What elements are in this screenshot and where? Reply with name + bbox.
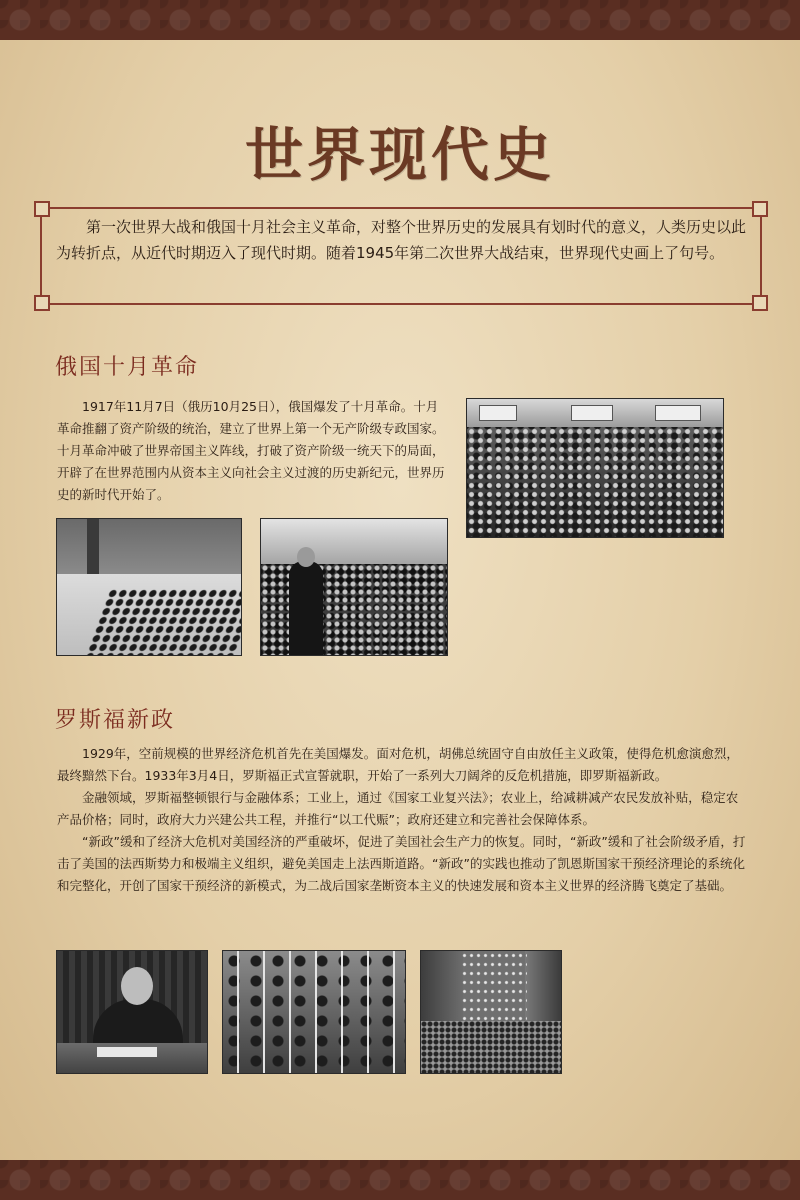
new-deal-paragraph-1: 1929年，空前规模的世界经济危机首先在美国爆发。面对危机，胡佛总统固守自由放任主义政策，使得危机愈演愈烈，最终黯然下台。1933年3月4日，罗斯福正式宣誓就职，开始了一系列大刀阔斧的反危机措施，即罗斯福新政。	[57, 746, 739, 783]
bottom-decorative-band	[0, 1160, 800, 1200]
new-deal-paragraph-2: 金融领域，罗斯福整顿银行与金融体系；工业上，通过《国家工业复兴法》；农业上，给减耕减产农民发放补贴，稳定农产品价格；同时，政府大力兴建公共工程，并推行“以工代赈”；政府还建立和完善社会保障体系。	[57, 790, 739, 827]
ticker-tape-confetti	[461, 951, 527, 1031]
lenin-speech-photo	[260, 518, 448, 656]
marching-crowd	[85, 589, 242, 656]
speaker-head	[297, 547, 315, 567]
page-title: 世界现代史	[244, 121, 555, 189]
desk-paper	[97, 1047, 157, 1057]
section-heading-october-revolution: 俄国十月革命	[55, 355, 200, 380]
hall-banner	[571, 405, 613, 421]
october-revolution-paragraph: 1917年11月7日（俄历10月25日），俄国爆发了十月革命。十月革命推翻了资产阶级的统治，建立了世界上第一个无产阶级专政国家。十月革命冲破了世界帝国主义阵线，打破了资产阶级一统天下的局面，开辟了在世界范围内从资本主义向社会主义过渡的历史新纪元，世界历史的新时代开始了。	[57, 399, 445, 502]
speaker-figure	[289, 561, 323, 656]
factory-workers-photo	[222, 950, 406, 1074]
frame-corner-ornament	[752, 201, 768, 217]
frame-corner-ornament	[34, 295, 50, 311]
intro-text: 第一次世界大战和俄国十月社会主义革命，对整个世界历史的发展具有划时代的意义，人类历史以此为转折点，从近代时期迈入了现代时期。随着1945年第二次世界大战结束，世界现代史画上了句号。	[56, 218, 747, 262]
street-parade-photo	[420, 950, 562, 1074]
roosevelt-head	[121, 967, 153, 1005]
speech-building	[261, 519, 447, 564]
winter-palace-photo	[56, 518, 242, 656]
factory-machinery	[223, 951, 405, 1073]
congress-hall-photo	[466, 398, 724, 538]
section-heading-new-deal: 罗斯福新政	[55, 708, 176, 733]
hall-banner	[655, 405, 701, 421]
roosevelt-photo	[56, 950, 208, 1074]
frame-corner-ornament	[752, 295, 768, 311]
top-decorative-band	[0, 0, 800, 40]
frame-corner-ornament	[34, 201, 50, 217]
new-deal-paragraph-3: “新政”缓和了经济大危机对美国经济的严重破坏，促进了美国社会生产力的恢复。同时，“新政”缓和了社会阶级矛盾，打击了美国的法西斯势力和极端主义组织，避免美国走上法西斯道路。“新政”的实践也推动了凯恩斯国家干预经济理论的系统化和完整化，开创了国家干预经济的新模式，为二战后国家垄断资本主义的快速发展和资本主义世界的经济腾飞奠定了基础。	[57, 834, 746, 893]
palace-building	[57, 519, 241, 574]
parade-crowd	[421, 1021, 561, 1074]
hall-crowd	[467, 427, 723, 538]
hall-banner	[479, 405, 517, 421]
alexander-column	[87, 519, 99, 579]
